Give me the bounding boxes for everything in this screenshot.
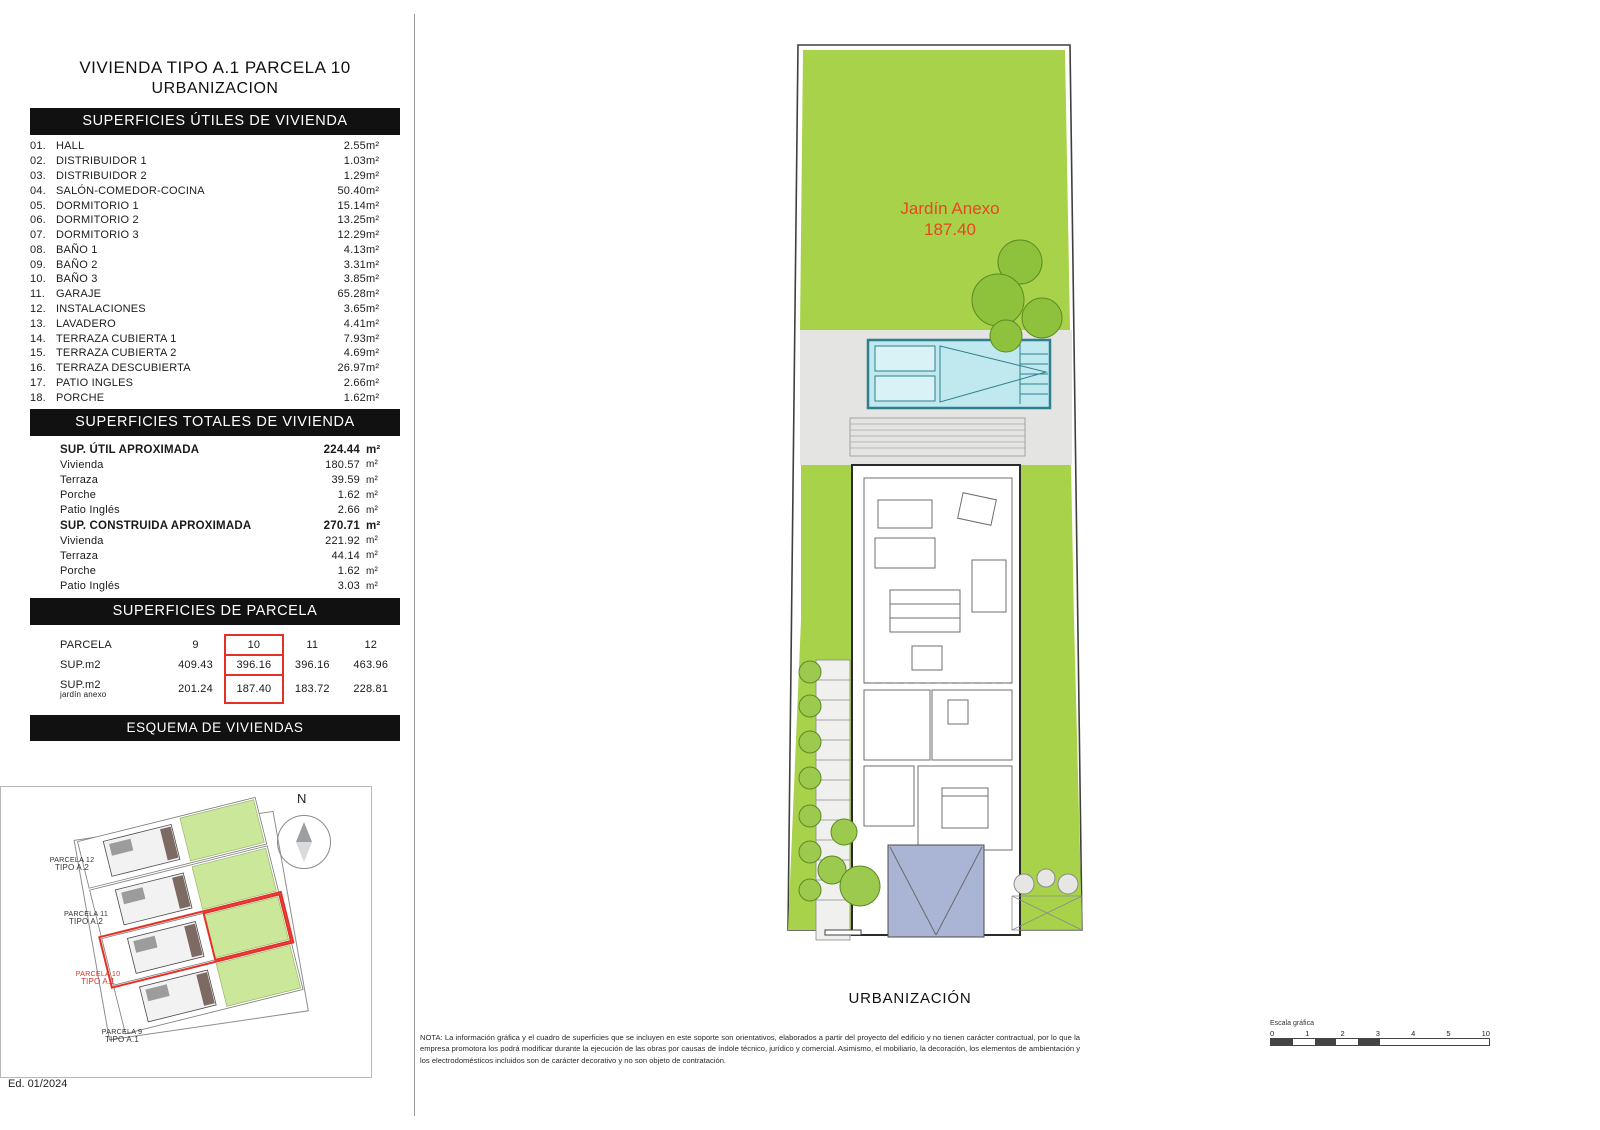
room-name: DISTRIBUIDOR 2 bbox=[56, 169, 147, 182]
parcel-cell: 183.72 bbox=[294, 683, 330, 696]
total-unit: m² bbox=[366, 519, 381, 532]
room-area: 1.29 bbox=[343, 169, 366, 182]
scale-bar bbox=[1270, 1038, 1490, 1046]
room-name: TERRAZA DESCUBIERTA bbox=[56, 362, 191, 375]
total-row bbox=[30, 518, 400, 533]
parcel-surface-row bbox=[30, 655, 400, 675]
room-row bbox=[30, 257, 400, 272]
total-row bbox=[30, 503, 400, 518]
total-unit: m² bbox=[366, 565, 379, 577]
room-row bbox=[30, 183, 400, 198]
room-unit: m² bbox=[366, 199, 380, 212]
column-divider bbox=[414, 14, 415, 1116]
total-row bbox=[30, 457, 400, 472]
room-index: 09. bbox=[30, 258, 46, 271]
room-area: 12.29 bbox=[337, 229, 366, 242]
room-area: 3.85 bbox=[343, 273, 366, 286]
parcel-row-sublabel: jardín anexo bbox=[60, 689, 107, 699]
room-unit: m² bbox=[366, 140, 380, 153]
room-area: 15.14 bbox=[337, 199, 366, 212]
room-name: DORMITORIO 2 bbox=[56, 214, 139, 227]
room-area: 4.41 bbox=[343, 317, 366, 330]
room-name: BAÑO 3 bbox=[56, 273, 98, 286]
total-unit: m² bbox=[366, 443, 381, 456]
parcel-cell: 12 bbox=[364, 638, 378, 651]
scheme-label-parcela11: PARCELA 11 TIPO A.2 bbox=[63, 909, 109, 926]
total-label: Patio Inglés bbox=[60, 580, 120, 593]
parcel-cell: 228.81 bbox=[353, 683, 389, 696]
room-name: LAVADERO bbox=[56, 317, 116, 330]
scheme-header: ESQUEMA DE VIVIENDAS bbox=[30, 715, 400, 741]
room-row bbox=[30, 346, 400, 361]
room-area: 26.97 bbox=[337, 362, 366, 375]
room-row bbox=[30, 228, 400, 243]
room-index: 03. bbox=[30, 169, 46, 182]
total-unit: m² bbox=[366, 474, 379, 486]
room-unit: m² bbox=[366, 288, 380, 301]
total-value: 270.71 bbox=[323, 519, 360, 532]
parcel-cell: 10 bbox=[225, 635, 283, 655]
total-row bbox=[30, 548, 400, 563]
scale-tick: 4 bbox=[1411, 1029, 1416, 1038]
room-area: 13.25 bbox=[337, 214, 366, 227]
room-name: BAÑO 2 bbox=[56, 258, 98, 271]
room-unit: m² bbox=[366, 362, 380, 375]
page-title: VIVIENDA TIPO A.1 PARCELA 10 bbox=[79, 58, 351, 77]
room-index: 15. bbox=[30, 347, 46, 360]
room-unit: m² bbox=[366, 229, 380, 242]
room-name: PATIO INGLES bbox=[56, 376, 134, 389]
room-row bbox=[30, 213, 400, 228]
room-unit: m² bbox=[366, 258, 380, 271]
room-area: 4.13 bbox=[343, 243, 366, 256]
scheme-label-parcela12: PARCELA 12 TIPO A.2 bbox=[49, 855, 95, 872]
scale-tick: 2 bbox=[1340, 1029, 1345, 1038]
total-unit: m² bbox=[366, 504, 379, 516]
room-index: 12. bbox=[30, 302, 46, 315]
total-value: 224.44 bbox=[323, 443, 360, 456]
north-label: N bbox=[297, 791, 307, 806]
drawing-caption: URBANIZACIÓN bbox=[848, 990, 972, 1007]
room-area: 4.69 bbox=[343, 347, 366, 360]
room-index: 06. bbox=[30, 214, 46, 227]
room-index: 02. bbox=[30, 155, 46, 168]
room-index: 07. bbox=[30, 229, 46, 242]
total-label: SUP. CONSTRUIDA APROXIMADA bbox=[60, 519, 252, 532]
room-name: DISTRIBUIDOR 1 bbox=[56, 155, 147, 168]
useful-areas-table bbox=[30, 139, 400, 405]
parcel-cell: 396.16 bbox=[225, 655, 283, 675]
site-plan bbox=[420, 0, 1600, 1130]
room-name: HALL bbox=[56, 140, 85, 153]
parcel-cell: 396.16 bbox=[294, 658, 330, 671]
scale-tick: 3 bbox=[1375, 1029, 1380, 1038]
room-row bbox=[30, 376, 400, 391]
room-row bbox=[30, 242, 400, 257]
total-label: Vivienda bbox=[60, 458, 104, 471]
room-index: 04. bbox=[30, 184, 46, 197]
room-area: 1.03 bbox=[343, 155, 366, 168]
room-name: TERRAZA CUBIERTA 2 bbox=[56, 347, 177, 360]
scheme-label-parcela9: PARCELA 9 TIPO A.1 bbox=[101, 1027, 143, 1044]
room-area: 50.40 bbox=[337, 184, 366, 197]
parcel-table bbox=[30, 635, 400, 703]
legal-note: NOTA: La información gráfica y el cuadro de superficies que se incluyen en este soporte son orientativos, elaborados a partir del proyecto del edificio y no tienen carácter contractual, por lo que la empresa promotora los podrá modificar durante la ejecución de las obras por causas de índole técnico, jurídico y comercial. Asimismo, el mobiliario, la decoración, los elementos de ambientación y los electrodomésticos incluidos son de carácter decorativo y no son objeto de contratación. bbox=[420, 1033, 1080, 1065]
page-subtitle: URBANIZACION bbox=[151, 80, 279, 97]
parcel-cell: 9 bbox=[192, 638, 199, 651]
room-unit: m² bbox=[366, 273, 380, 286]
total-label: Vivienda bbox=[60, 534, 104, 547]
room-name: DORMITORIO 3 bbox=[56, 229, 139, 242]
room-name: SALÓN-COMEDOR-COCINA bbox=[56, 184, 205, 197]
scale-title: Escala gráfica bbox=[1270, 1020, 1314, 1027]
parcel-cell: 201.24 bbox=[178, 683, 213, 696]
room-unit: m² bbox=[366, 302, 380, 315]
room-unit: m² bbox=[366, 376, 380, 389]
total-row bbox=[30, 488, 400, 503]
total-unit: m² bbox=[366, 550, 379, 562]
total-areas-header: SUPERFICIES TOTALES DE VIVIENDA bbox=[30, 409, 400, 436]
room-area: 2.55 bbox=[343, 140, 366, 153]
room-name: BAÑO 1 bbox=[56, 243, 98, 256]
edition-label: Ed. 01/2024 bbox=[8, 1078, 68, 1090]
room-row bbox=[30, 169, 400, 184]
room-name: INSTALACIONES bbox=[56, 302, 146, 315]
graphic-scale bbox=[1270, 1020, 1490, 1046]
room-index: 11. bbox=[30, 288, 46, 301]
scheme-diagram bbox=[1, 787, 371, 1077]
parcel-row-label: SUP.m2 jardín anexo bbox=[30, 675, 166, 703]
room-row bbox=[30, 139, 400, 154]
parcel-cell: 187.40 bbox=[225, 675, 283, 703]
scale-tick: 10 bbox=[1481, 1029, 1490, 1038]
parcel-cell: 409.43 bbox=[178, 658, 213, 671]
total-row bbox=[30, 472, 400, 487]
total-row bbox=[30, 533, 400, 548]
useful-areas-header: SUPERFICIES ÚTILES DE VIVIENDA bbox=[30, 108, 400, 135]
total-areas-table bbox=[30, 442, 400, 594]
parcel-garden-row bbox=[30, 675, 400, 703]
total-value: 3.03 bbox=[337, 580, 360, 593]
total-row bbox=[30, 579, 400, 594]
total-unit: m² bbox=[366, 459, 379, 471]
total-value: 2.66 bbox=[337, 504, 360, 517]
total-label: Terraza bbox=[60, 549, 99, 562]
total-row bbox=[30, 564, 400, 579]
total-value: 180.57 bbox=[325, 458, 360, 471]
room-index: 17. bbox=[30, 376, 46, 389]
parcel-cell: 463.96 bbox=[353, 658, 389, 671]
room-area: 2.66 bbox=[343, 376, 366, 389]
scale-tick: 0 bbox=[1270, 1029, 1275, 1038]
total-label: Porche bbox=[60, 489, 97, 502]
site-plan-svg bbox=[420, 0, 1600, 1010]
room-row bbox=[30, 272, 400, 287]
scheme-label-parcela10: PARCELA 10 TIPO A.1 bbox=[75, 969, 121, 986]
total-value: 1.62 bbox=[337, 489, 360, 502]
scale-tick: 1 bbox=[1305, 1029, 1310, 1038]
scale-tick: 5 bbox=[1446, 1029, 1451, 1038]
room-area: 3.65 bbox=[343, 302, 366, 315]
total-value: 1.62 bbox=[337, 565, 360, 578]
room-index: 13. bbox=[30, 317, 46, 330]
total-unit: m² bbox=[366, 535, 379, 547]
total-label: Patio Inglés bbox=[60, 504, 120, 517]
room-name: DORMITORIO 1 bbox=[56, 199, 139, 212]
room-row bbox=[30, 198, 400, 213]
room-name: GARAJE bbox=[56, 288, 102, 301]
parcel-cell: 11 bbox=[306, 638, 319, 651]
total-unit: m² bbox=[366, 580, 379, 592]
room-area: 3.31 bbox=[343, 258, 366, 271]
room-unit: m² bbox=[366, 155, 380, 168]
room-row bbox=[30, 154, 400, 169]
room-index: 05. bbox=[30, 199, 46, 212]
total-row bbox=[30, 442, 400, 457]
room-unit: m² bbox=[366, 169, 380, 182]
room-row bbox=[30, 316, 400, 331]
total-label: Terraza bbox=[60, 474, 99, 487]
room-index: 16. bbox=[30, 362, 46, 375]
room-area: 7.93 bbox=[343, 332, 366, 345]
total-value: 44.14 bbox=[331, 549, 360, 562]
parcel-row-label: SUP.m2 bbox=[60, 658, 101, 671]
room-unit: m² bbox=[366, 243, 380, 256]
room-index: 14. bbox=[30, 332, 46, 345]
total-label: SUP. ÚTIL APROXIMADA bbox=[60, 443, 200, 456]
room-index: 01. bbox=[30, 140, 46, 153]
room-row bbox=[30, 331, 400, 346]
room-name: TERRAZA CUBIERTA 1 bbox=[56, 332, 177, 345]
room-index: 08. bbox=[30, 243, 46, 256]
room-unit: m² bbox=[366, 317, 380, 330]
total-unit: m² bbox=[366, 489, 379, 501]
room-row bbox=[30, 287, 400, 302]
room-area: 65.28 bbox=[337, 288, 366, 301]
room-index: 18. bbox=[30, 391, 46, 404]
room-unit: m² bbox=[366, 332, 380, 345]
room-area: 1.62 bbox=[343, 391, 366, 404]
garden-annotation: Jardín Anexo 187.40 bbox=[900, 199, 1000, 240]
scale-ticks bbox=[1270, 1029, 1490, 1038]
room-unit: m² bbox=[366, 214, 380, 227]
parcel-areas-header: SUPERFICIES DE PARCELA bbox=[30, 598, 400, 625]
room-unit: m² bbox=[366, 391, 380, 404]
room-name: PORCHE bbox=[56, 391, 105, 404]
compass-icon bbox=[277, 815, 331, 869]
room-row bbox=[30, 361, 400, 376]
parcel-header-row bbox=[30, 635, 400, 655]
total-value: 221.92 bbox=[325, 534, 360, 547]
room-unit: m² bbox=[366, 347, 380, 360]
parcel-row-label: PARCELA bbox=[60, 638, 112, 651]
room-row bbox=[30, 302, 400, 317]
room-unit: m² bbox=[366, 184, 380, 197]
room-index: 10. bbox=[30, 273, 46, 286]
room-row bbox=[30, 390, 400, 405]
total-label: Porche bbox=[60, 565, 97, 578]
scheme-box bbox=[0, 786, 372, 1078]
total-value: 39.59 bbox=[331, 474, 360, 487]
